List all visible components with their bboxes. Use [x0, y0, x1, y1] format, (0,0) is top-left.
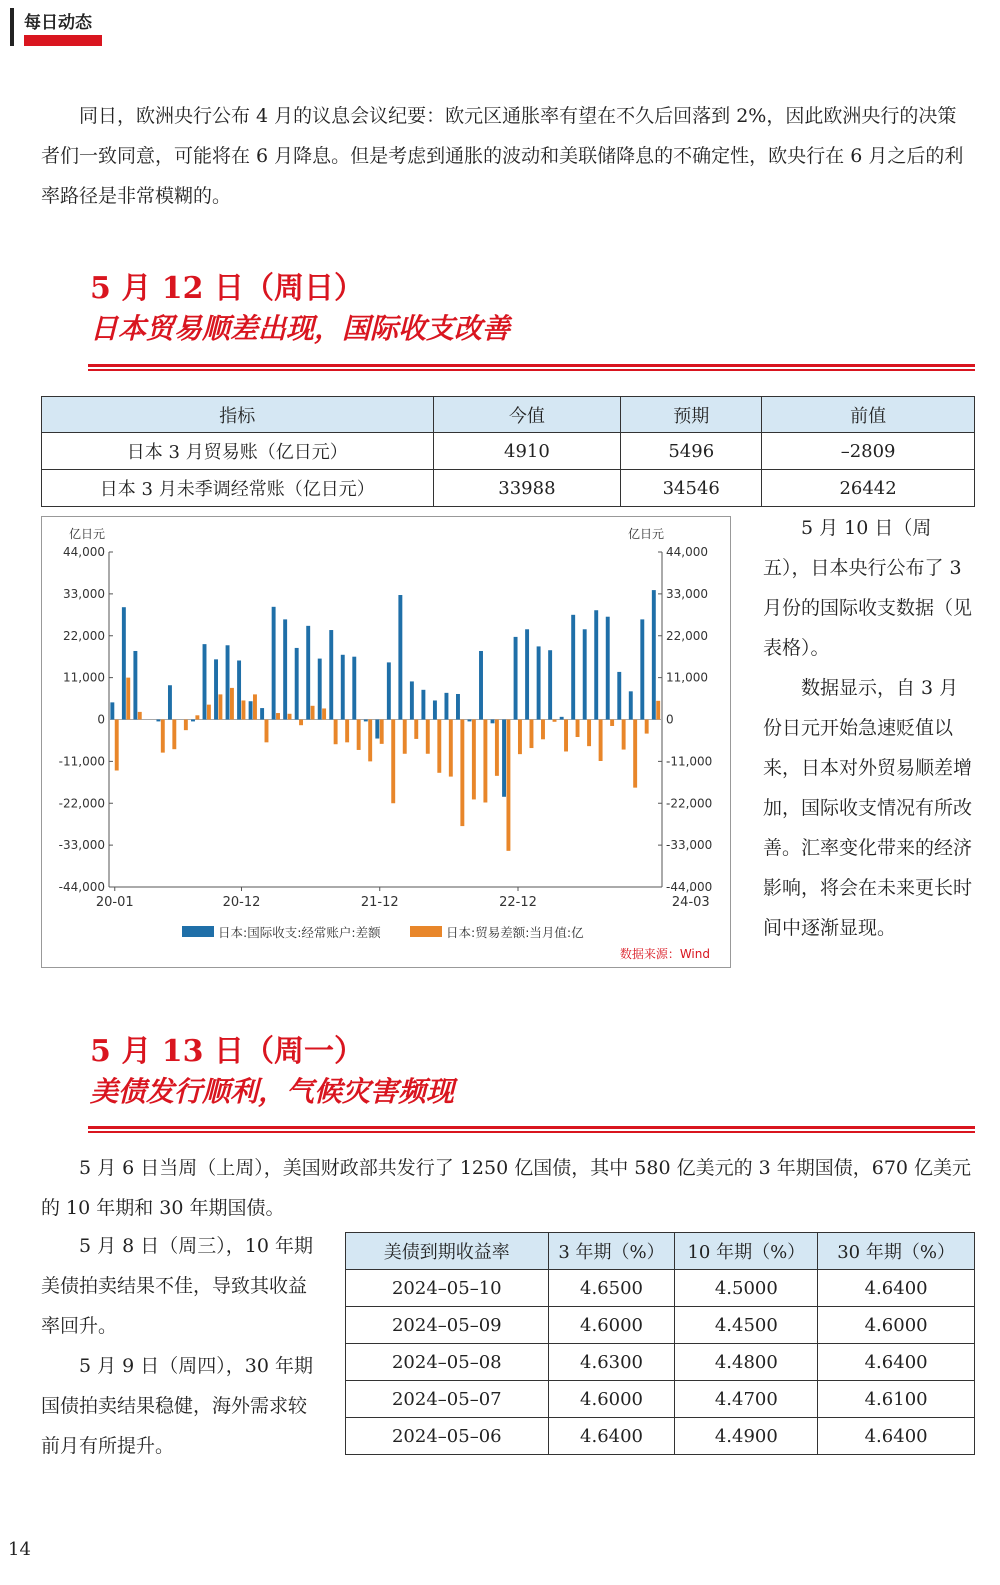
balance-chart	[42, 517, 730, 967]
chart-source: 数据来源：Wind	[619, 947, 710, 961]
current-account-bar	[295, 648, 299, 720]
section2-date: 5 月 13 日（周一）	[90, 1034, 364, 1069]
trade-balance-bar	[161, 720, 165, 753]
table-cell: 2024–05–07	[346, 1381, 549, 1418]
section2-side-text	[41, 1226, 324, 1466]
trade-balance-bar	[391, 720, 395, 804]
table-cell: 4.6400	[818, 1270, 975, 1307]
trade-balance-bar	[403, 720, 407, 754]
table-cell: 4.6000	[548, 1307, 675, 1344]
trade-balance-bar	[184, 720, 188, 731]
current-account-bar	[640, 619, 644, 719]
header-red-underline	[24, 35, 102, 46]
intro-paragraph	[41, 96, 975, 216]
table-row	[346, 1381, 975, 1418]
trade-balance-bar	[449, 720, 453, 777]
y-tick-label-right: 0	[666, 712, 674, 727]
current-account-bar	[410, 681, 414, 719]
trade-balance-bar	[126, 678, 130, 720]
table-cell: 5496	[621, 433, 762, 470]
current-account-bar	[525, 629, 529, 719]
table-cell: 日本 3 月贸易账（亿日元）	[42, 433, 434, 470]
y-tick-label-left: 33,000	[63, 586, 105, 601]
table-header-cell: 30 年期（%）	[818, 1233, 975, 1270]
current-account-bar	[375, 720, 379, 739]
current-account-bar	[479, 651, 483, 720]
header-section-title: 每日动态	[24, 13, 92, 33]
table-header-row	[346, 1233, 975, 1270]
intro-paragraph-text: 同日，欧洲央行公布 4 月的议息会议纪要：欧元区通胀率有望在不久后回落到 2%，因此欧洲央行的决策者们一致同意，可能将在 6 月降息。但是考虑到通胀的波动和美联储降息的不确定性，欧央行在 6 月之后的利率路径是非常模糊的。	[41, 105, 964, 207]
current-account-bar	[583, 629, 587, 719]
y-tick-label-left: -33,000	[58, 838, 105, 853]
header-bar	[10, 8, 14, 46]
current-account-bar	[318, 659, 322, 720]
x-tick-label: 24-03	[671, 895, 710, 910]
current-account-bar	[421, 690, 425, 720]
current-account-bar	[537, 646, 541, 719]
table-row	[346, 1307, 975, 1344]
current-account-bar	[329, 630, 333, 719]
section2-side-paragraph: 5 月 8 日（周三），10 年期美债拍卖结果不佳，导致其收益率回升。	[41, 1235, 314, 1337]
x-tick-label: 21-12	[360, 895, 399, 910]
trade-balance-bar	[656, 701, 660, 720]
table-row	[346, 1344, 975, 1381]
trade-balance-bar	[218, 694, 222, 719]
current-account-bar	[629, 691, 633, 719]
current-account-bar	[456, 694, 460, 720]
legend-label-current-account: 日本:国际收支:经常账户:差额	[218, 925, 381, 940]
trade-balance-bar	[207, 705, 211, 720]
y-tick-label-left: 22,000	[63, 628, 105, 643]
table-header-cell: 今值	[433, 397, 621, 433]
table-header-cell: 指标	[42, 397, 434, 433]
trade-balance-bar	[506, 720, 510, 851]
table-cell: 4.6500	[548, 1270, 675, 1307]
table-header-cell: 美债到期收益率	[346, 1233, 549, 1270]
trade-balance-bar	[414, 720, 418, 739]
trade-balance-bar	[633, 720, 637, 788]
section2-paragraph-text: 5 月 6 日当周（上周），美国财政部共发行了 1250 亿国债，其中 580 亿美元的 3 年期国债，670 亿美元的 10 年期和 30 年期国债。	[41, 1157, 972, 1219]
trade-balance-bar	[541, 720, 545, 740]
current-account-bar	[433, 700, 437, 719]
table-cell: 4.6400	[818, 1344, 975, 1381]
trade-balance-bar	[195, 715, 199, 719]
section2-paragraph	[41, 1148, 975, 1228]
trade-balance-bar	[460, 720, 464, 827]
legend-swatch-current-account	[182, 926, 214, 937]
section1-side-text	[763, 508, 975, 948]
current-account-bar	[594, 610, 598, 719]
x-tick-label: 20-12	[222, 895, 261, 910]
current-account-bar	[652, 590, 656, 719]
trade-balance-bar	[622, 720, 626, 750]
trade-balance-bar	[553, 720, 557, 722]
table-cell: 4910	[433, 433, 621, 470]
table-cell: 4.4800	[675, 1344, 818, 1381]
trade-balance-bar	[368, 720, 372, 762]
y-tick-label-right: 11,000	[666, 670, 708, 685]
table-cell: 日本 3 月未季调经常账（亿日元）	[42, 470, 434, 507]
section1-side-paragraph: 数据显示，自 3 月份日元开始急速贬值以来，日本对外贸易顺差增加，国际收支情况有所改善。汇率变化带来的经济影响，将会在未来更长时间中逐渐显现。	[763, 677, 973, 939]
trade-balance-bar	[483, 720, 487, 803]
current-account-bar	[491, 720, 495, 724]
current-account-bar	[364, 720, 368, 722]
trade-balance-bar	[587, 720, 591, 747]
y-tick-label-right: 33,000	[666, 586, 708, 601]
y-tick-label-left: -22,000	[58, 796, 105, 811]
legend-label-trade-balance: 日本:贸易差额:当月值:亿	[446, 925, 584, 940]
table-cell: 4.4500	[675, 1307, 818, 1344]
current-account-bar	[272, 607, 276, 720]
trade-balance-bar	[576, 720, 580, 738]
table-cell: 4.6000	[548, 1381, 675, 1418]
current-account-bar	[571, 615, 575, 720]
trade-balance-bar	[311, 706, 315, 720]
section2-side-paragraph: 5 月 9 日（周四），30 年期国债拍卖结果稳健，海外需求较前月有所提升。	[41, 1355, 314, 1457]
current-account-bar	[214, 659, 218, 719]
trade-balance-bar	[426, 720, 430, 754]
table-header-cell: 3 年期（%）	[548, 1233, 675, 1270]
trade-balance-bar	[115, 720, 119, 771]
y-tick-label-right: 44,000	[666, 545, 708, 559]
y-tick-label-left: -44,000	[58, 880, 105, 894]
y-tick-label-left: -11,000	[58, 754, 105, 769]
y-tick-label-left: 0	[97, 712, 105, 727]
current-account-bar	[249, 701, 253, 719]
section1-title: 日本贸易顺差出现，国际收支改善	[90, 312, 511, 345]
trade-balance-bar	[230, 688, 234, 720]
table-cell: 26442	[762, 470, 975, 507]
section1-side-paragraph: 5 月 10 日（周五），日本央行公布了 3 月份的国际收支数据（见表格）。	[763, 517, 973, 659]
current-account-bar	[606, 617, 610, 720]
table-header-cell: 预期	[621, 397, 762, 433]
y-tick-label-right: -33,000	[666, 838, 713, 853]
current-account-bar	[168, 685, 172, 719]
trade-balance-bar	[253, 694, 257, 719]
table-cell: 4.6000	[818, 1307, 975, 1344]
current-account-bar	[502, 720, 506, 797]
current-account-bar	[133, 651, 137, 720]
trade-balance-bar	[518, 720, 522, 755]
current-account-bar	[260, 708, 264, 719]
trade-balance-bar	[472, 720, 476, 800]
japan-data-table	[41, 396, 975, 507]
table-cell: 4.5000	[675, 1270, 818, 1307]
y-tick-label-left: 44,000	[63, 545, 105, 559]
current-account-bar	[226, 645, 230, 719]
legend-swatch-trade-balance	[410, 926, 442, 937]
table-cell: 34546	[621, 470, 762, 507]
y-unit-label-right: 亿日元	[627, 527, 664, 541]
trade-balance-bar	[288, 714, 292, 720]
current-account-bar	[548, 650, 552, 719]
trade-balance-bar	[345, 720, 349, 743]
y-unit-label-left: 亿日元	[68, 527, 105, 541]
current-account-bar	[203, 644, 207, 719]
table-cell: 2024–05–09	[346, 1307, 549, 1344]
table-cell: –2809	[762, 433, 975, 470]
trade-balance-bar	[437, 720, 441, 773]
table-cell: 2024–05–06	[346, 1418, 549, 1455]
table-cell: 4.6100	[818, 1381, 975, 1418]
trade-balance-bar	[564, 720, 568, 752]
current-account-bar	[283, 619, 287, 719]
current-account-bar	[468, 720, 472, 722]
trade-balance-bar	[495, 720, 499, 776]
x-tick-label: 22-12	[499, 895, 537, 910]
section2-title: 美债发行顺利，气候灾害频现	[90, 1075, 455, 1108]
table-row	[42, 470, 975, 507]
trade-balance-bar	[334, 720, 338, 745]
trade-balance-bar	[138, 712, 142, 720]
trade-balance-bar	[610, 720, 614, 726]
current-account-bar	[560, 717, 564, 720]
trade-balance-bar	[357, 720, 361, 750]
y-tick-label-left: 11,000	[63, 670, 105, 685]
current-account-bar	[191, 720, 195, 722]
trade-balance-bar	[599, 720, 603, 761]
trade-balance-bar	[530, 720, 534, 749]
table-cell: 33988	[433, 470, 621, 507]
current-account-bar	[237, 660, 241, 719]
page-number: 14	[8, 1539, 31, 1560]
section1-rule	[88, 364, 975, 371]
current-account-bar	[398, 595, 402, 719]
current-account-bar	[352, 657, 356, 720]
current-account-bar	[156, 720, 160, 722]
section2-rule	[88, 1126, 975, 1133]
table-cell: 4.4700	[675, 1381, 818, 1418]
trade-balance-bar	[299, 720, 303, 726]
table-cell: 4.6400	[818, 1418, 975, 1455]
current-account-bar	[444, 693, 448, 720]
trade-balance-bar	[322, 708, 326, 719]
current-account-bar	[617, 672, 621, 720]
trade-balance-bar	[276, 713, 280, 719]
current-account-bar	[341, 655, 345, 720]
balance-chart-frame	[41, 516, 731, 968]
treasury-yield-table	[345, 1232, 975, 1455]
table-row	[346, 1270, 975, 1307]
trade-balance-bar	[172, 720, 176, 750]
trade-balance-bar	[645, 720, 649, 734]
table-cell: 2024–05–08	[346, 1344, 549, 1381]
table-cell: 4.6400	[548, 1418, 675, 1455]
y-tick-label-right: 22,000	[666, 628, 708, 643]
current-account-bar	[387, 662, 391, 719]
current-account-bar	[514, 637, 518, 720]
table-header-cell: 前值	[762, 397, 975, 433]
table-cell: 2024–05–10	[346, 1270, 549, 1307]
y-tick-label-right: -44,000	[666, 880, 713, 894]
current-account-bar	[306, 626, 310, 720]
current-account-bar	[110, 702, 114, 719]
table-header-cell: 10 年期（%）	[675, 1233, 818, 1270]
table-header-row	[42, 397, 975, 433]
trade-balance-bar	[380, 720, 384, 744]
trade-balance-bar	[241, 700, 245, 719]
current-account-bar	[122, 607, 126, 719]
table-row	[346, 1418, 975, 1455]
section1-date: 5 月 12 日（周日）	[90, 271, 364, 306]
x-tick-label: 20-01	[95, 895, 134, 910]
table-row	[42, 433, 975, 470]
table-cell: 4.6300	[548, 1344, 675, 1381]
trade-balance-bar	[265, 720, 269, 743]
y-tick-label-right: -22,000	[666, 796, 713, 811]
y-tick-label-right: -11,000	[666, 754, 713, 769]
table-cell: 4.4900	[675, 1418, 818, 1455]
